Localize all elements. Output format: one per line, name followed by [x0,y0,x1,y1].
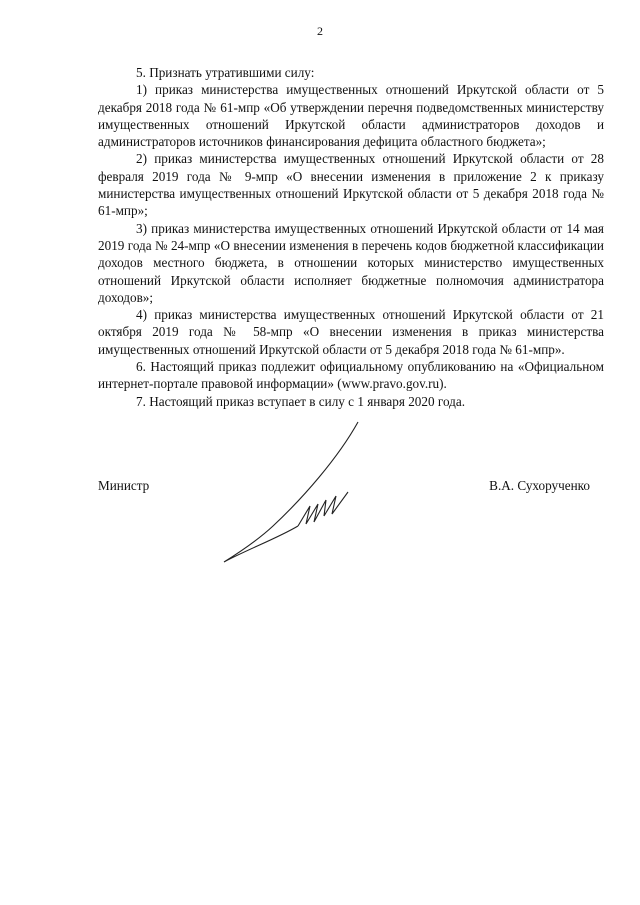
section-heading: 5. Признать утратившими силу: [136,65,315,80]
signer-title: Министр [98,478,150,493]
paragraph-item-4: 4) приказ министерства имущественных отношений Иркутской области от 21 октября 2019 года № 58-мпр «О внесении изменения в приказ министерства имущественных отношений Иркутской области от 5 декабря 2018 года № 61-мпр». [98,307,604,357]
paragraph-effective-date: 7. Настоящий приказ вступает в силу с 1 января 2020 года. [136,393,466,409]
handwritten-signature [218,418,378,568]
paragraph-publication: 6. Настоящий приказ подлежит официальному опубликованию на «Официальном интернет-портале правовой информации» (www.pravo.gov.ru). [98,359,604,392]
paragraph-item-2: 2) приказ министерства имущественных отношений Иркутской области от 28 февраля 2019 года № 9-мпр «О внесении изменения в приложение 2 к приказу министерства имущественных отношений Иркутской области от 5 декабря 2018 года № 61-мпр»; [98,151,604,219]
paragraph-item-3: 3) приказ министерства имущественных отношений Иркутской области от 14 мая 2019 года № 24-мпр «О внесении изменения в перечень кодов бюджетной классификации доходов местного бюджета, в отношении которых министерство имущественных отношений Иркутской области исполняет бюджетные полномочия администратора доходов»; [98,220,604,305]
signer-name: В.А. Сухорученко [489,478,590,493]
paragraph-item-1: 1) приказ министерства имущественных отношений Иркутской области от 5 декабря 2018 года № 61-мпр «Об утверждении перечня подведомственных министерству имущественных отношений Иркутской области администраторов доходов и администраторов источников финансирования дефицита областного бюджета»; [98,82,604,150]
document-body [98,64,604,410]
page-number: 2 [317,24,323,38]
